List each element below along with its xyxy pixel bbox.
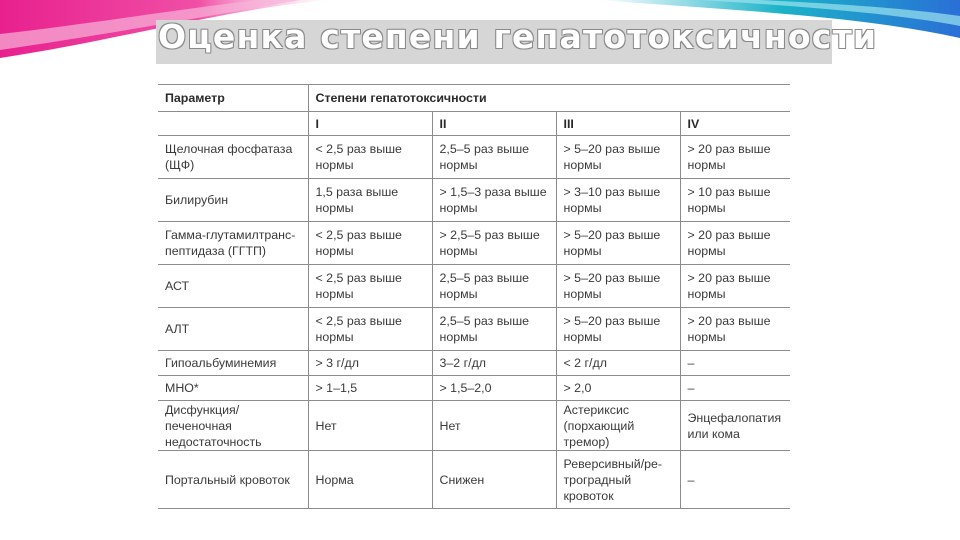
table-grade-row <box>158 112 790 136</box>
parameter-cell: АЛТ <box>158 308 308 351</box>
grade-value-cell: > 2,5–5 раз выше нормы <box>432 222 556 265</box>
grade-value-cell: < 2,5 раз выше нормы <box>308 222 432 265</box>
grade-value-cell: > 20 раз выше нормы <box>680 265 790 308</box>
grade-value-cell: Снижен <box>432 451 556 509</box>
grade-iv: IV <box>680 112 790 136</box>
grade-value-cell: > 10 раз выше нормы <box>680 179 790 222</box>
page-title: Оценка степени гепатотоксичности <box>158 17 878 56</box>
grade-value-cell: > 5–20 раз выше нормы <box>556 308 680 351</box>
parameter-cell: Гипоальбуминемия <box>158 351 308 376</box>
parameter-cell: Дисфункция/ печеночная недостаточность <box>158 401 308 451</box>
grade-value-cell: 3–2 г/дл <box>432 351 556 376</box>
grade-i: I <box>308 112 432 136</box>
header-param: Параметр <box>158 85 308 112</box>
grade-value-cell: < 2,5 раз выше нормы <box>308 308 432 351</box>
table-row <box>158 401 790 451</box>
grade-value-cell: Нет <box>308 401 432 451</box>
grade-value-cell: > 2,0 <box>556 376 680 401</box>
parameter-cell: АСТ <box>158 265 308 308</box>
table-row <box>158 351 790 376</box>
grade-value-cell: > 5–20 раз выше нормы <box>556 265 680 308</box>
table-row <box>158 222 790 265</box>
grade-value-cell: > 20 раз выше нормы <box>680 308 790 351</box>
grade-value-cell: > 3 г/дл <box>308 351 432 376</box>
grade-value-cell: > 3–10 раз выше нормы <box>556 179 680 222</box>
grade-value-cell: – <box>680 451 790 509</box>
table-row <box>158 179 790 222</box>
header-degrees: Степени гепатотоксичности <box>308 85 790 112</box>
parameter-cell: Билирубин <box>158 179 308 222</box>
grade-empty-cell <box>158 112 308 136</box>
table-row <box>158 376 790 401</box>
grade-value-cell: – <box>680 376 790 401</box>
table-row <box>158 451 790 509</box>
table-row <box>158 136 790 179</box>
grade-value-cell: > 1,5–2,0 <box>432 376 556 401</box>
grade-value-cell: 2,5–5 раз выше нормы <box>432 308 556 351</box>
table-header-row <box>158 85 790 112</box>
grade-value-cell: > 5–20 раз выше нормы <box>556 222 680 265</box>
grade-value-cell: Реверсивный/ре- троградный кровоток <box>556 451 680 509</box>
table-row <box>158 265 790 308</box>
parameter-cell: Щелочная фосфатаза (ЩФ) <box>158 136 308 179</box>
grade-value-cell: 2,5–5 раз выше нормы <box>432 265 556 308</box>
grade-value-cell: > 1–1,5 <box>308 376 432 401</box>
grade-value-cell: > 1,5–3 раза выше нормы <box>432 179 556 222</box>
grade-value-cell: Нет <box>432 401 556 451</box>
grade-ii: II <box>432 112 556 136</box>
grade-value-cell: < 2,5 раз выше нормы <box>308 136 432 179</box>
grade-value-cell: Астериксис (порхающий тремор) <box>556 401 680 451</box>
grade-value-cell: – <box>680 351 790 376</box>
grade-iii: III <box>556 112 680 136</box>
grade-value-cell: 1,5 раза выше нормы <box>308 179 432 222</box>
grade-value-cell: Энцефалопатия или кома <box>680 401 790 451</box>
parameter-cell: МНО* <box>158 376 308 401</box>
grade-value-cell: 2,5–5 раз выше нормы <box>432 136 556 179</box>
parameter-cell: Портальный кровоток <box>158 451 308 509</box>
grade-value-cell: < 2,5 раз выше нормы <box>308 265 432 308</box>
grade-value-cell: > 5–20 раз выше нормы <box>556 136 680 179</box>
grade-value-cell: < 2 г/дл <box>556 351 680 376</box>
grade-value-cell: Норма <box>308 451 432 509</box>
hepatotoxicity-table <box>158 84 790 509</box>
grade-value-cell: > 20 раз выше нормы <box>680 136 790 179</box>
grade-value-cell: > 20 раз выше нормы <box>680 222 790 265</box>
parameter-cell: Гамма-глутамилтранс- пептидаза (ГГТП) <box>158 222 308 265</box>
table-row <box>158 308 790 351</box>
